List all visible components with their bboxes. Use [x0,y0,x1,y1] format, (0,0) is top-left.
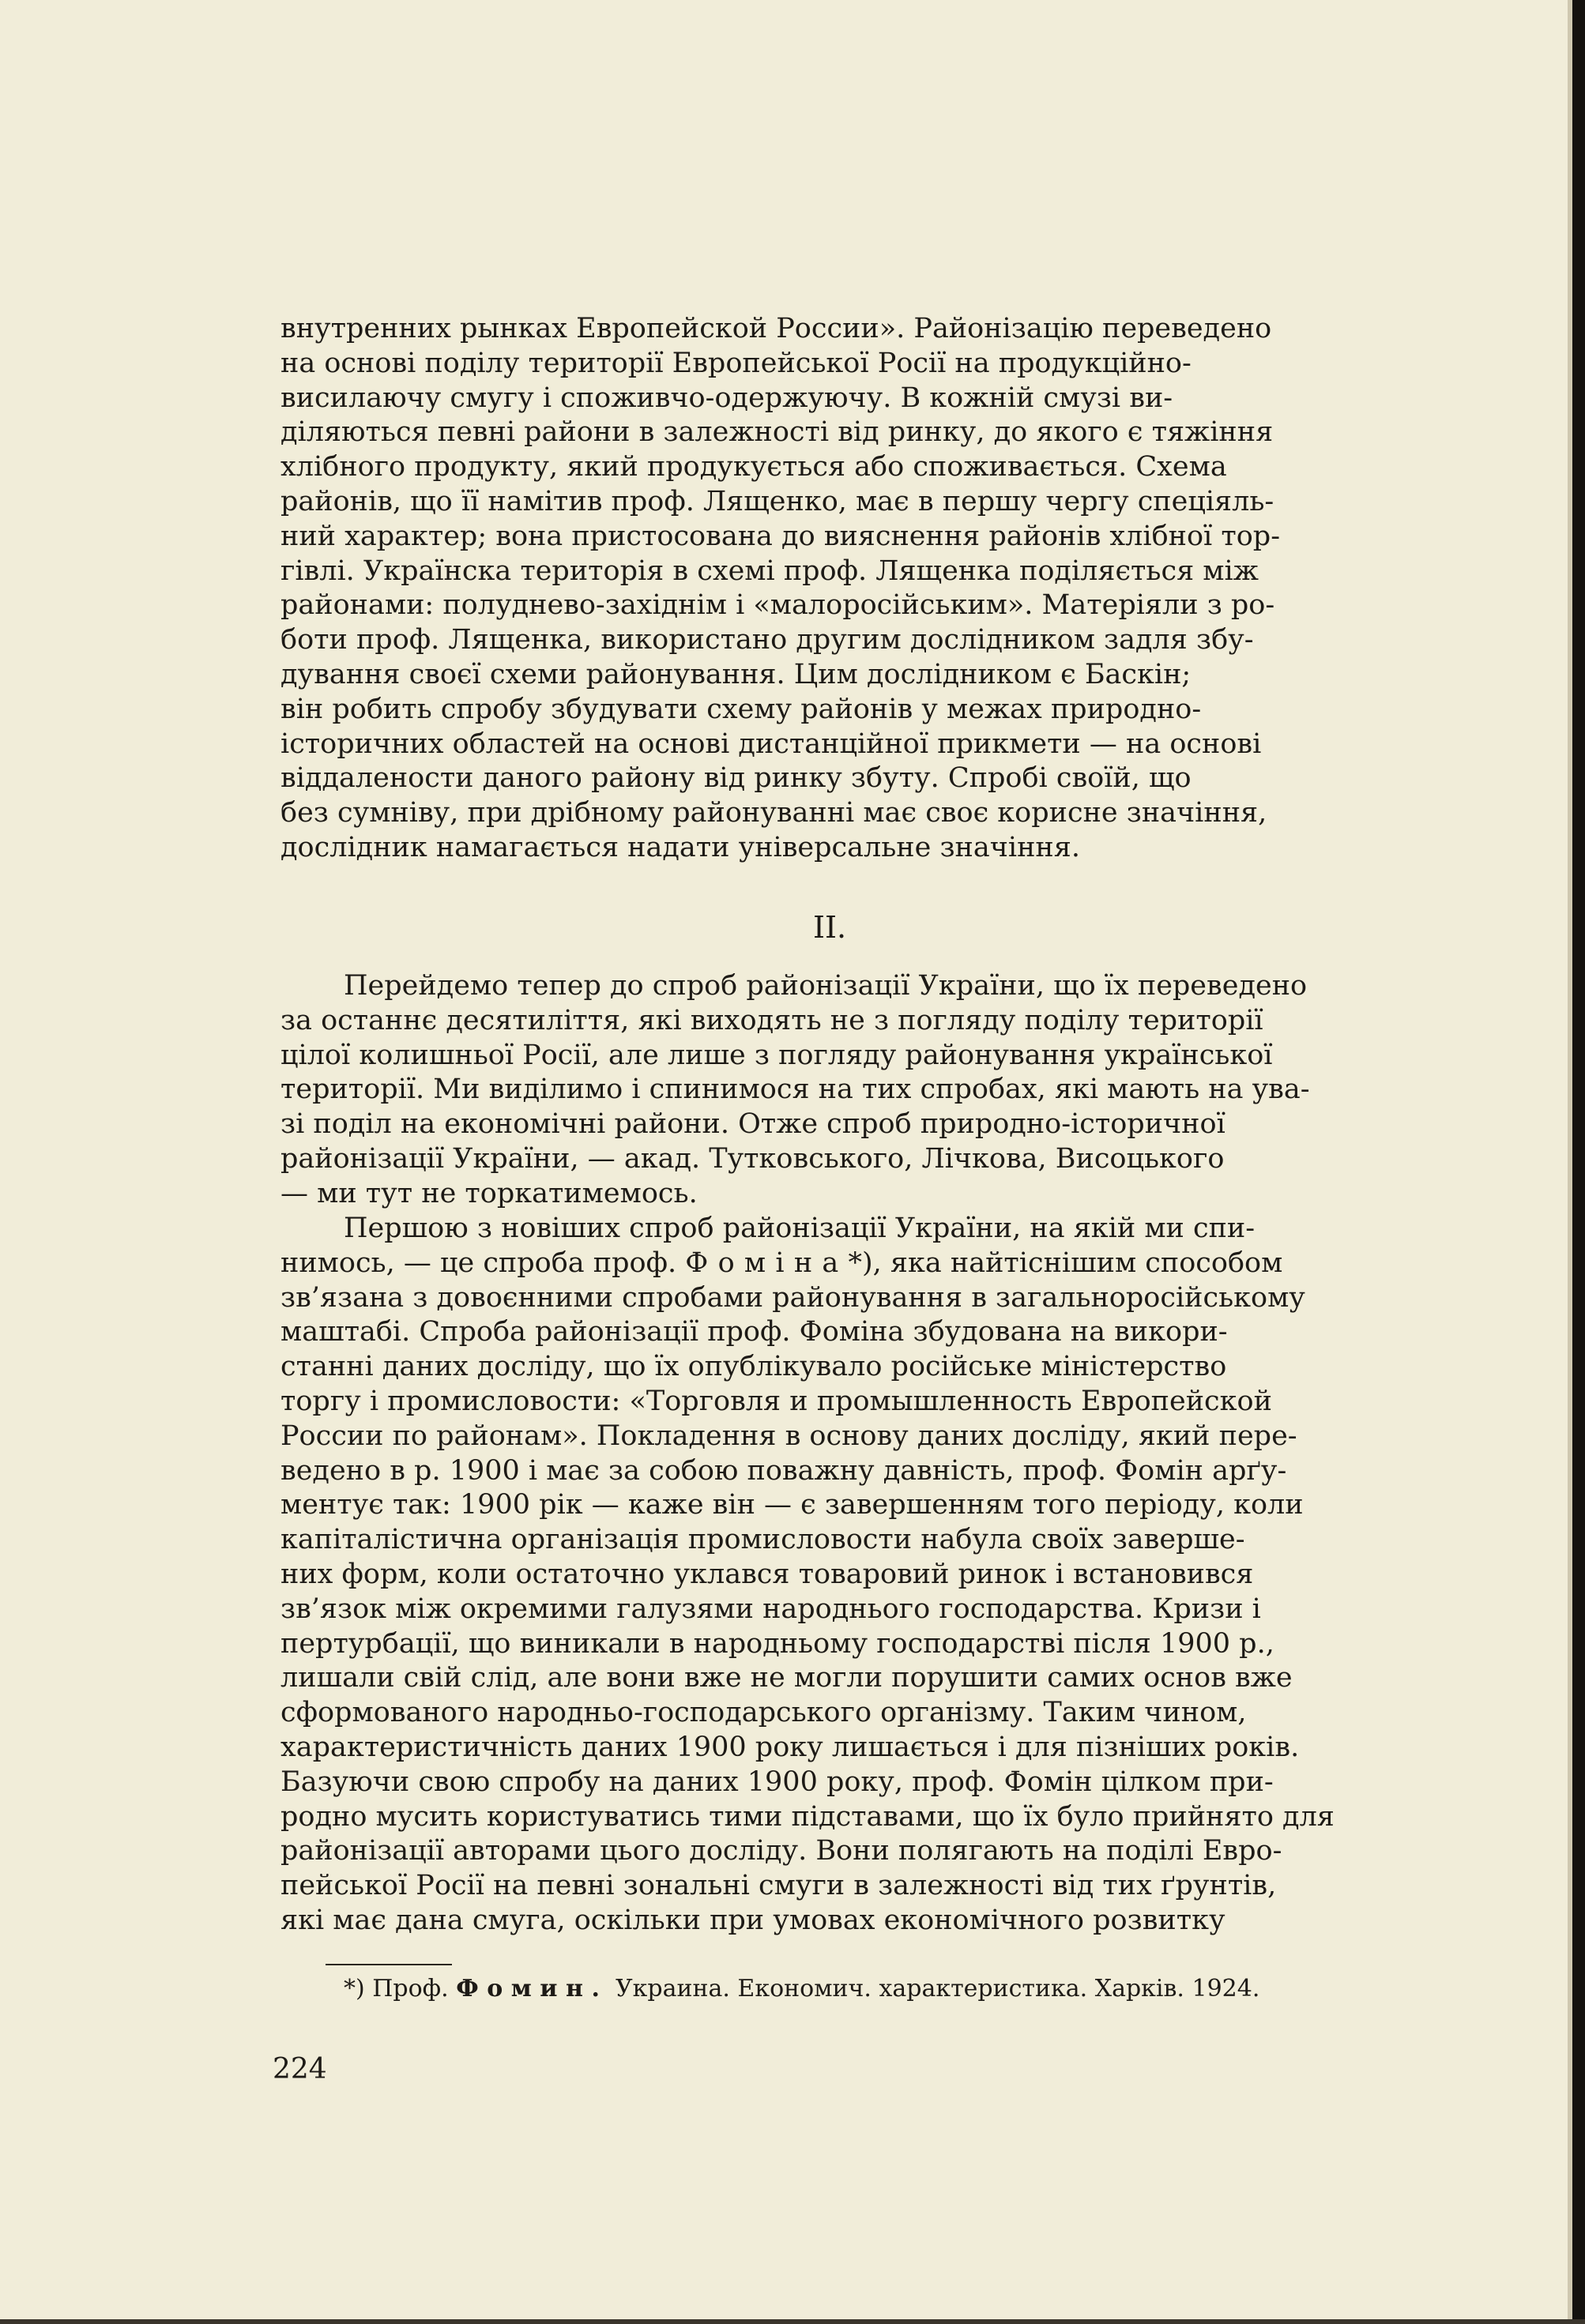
paragraph-3-line-1: Першою з новіших спроб районізації України, на якій ми спи- [344,1213,1256,1244]
page-edge-bottom [0,2319,1585,2324]
paragraph-3-line: маштабі. Спроба районізації проф. Фоміна збудована на викори- [280,1316,1228,1348]
footnote-rest: Украина. Економич. характеристика. Харків. 1924. [615,1975,1260,2002]
intro-lines [280,312,1379,866]
footnote-rule [326,1964,452,1965]
intro-line: боти проф. Лященка, використано другим дослідником задля збу- [280,624,1254,656]
paragraph-3-line: них форм, коли остаточно уклався товаровий ринок і встановився [280,1558,1254,1590]
intro-line: на основі поділу території Европейської Росії на продукційно- [280,347,1192,379]
intro-line: районами: полудневo-західнім і «малоросійським». Матеріяли з ро- [280,589,1275,622]
paragraph-2-line: Перейдемо тепер до спроб районізації України, що їх переведено [344,970,1308,1002]
intro-paragraph [280,312,1379,866]
paragraph-3 [280,1212,1379,1939]
intro-line: він робить спробу збудувати схему районів у межах природно- [280,693,1202,725]
intro-line: дослідник намагається надати універсальне значіння. [280,831,1080,863]
paragraph-2-line: зі поділ на економічні райони. Отже спроб природно-історичної [280,1108,1225,1141]
footnote [344,1973,1379,2005]
paragraph-3-line: станні даних досліду, що їх опублікувало російське міністерство [280,1351,1227,1383]
paragraph-3-line: родно мусить користуватись тими підставами, що їх було прийнято для [280,1800,1335,1833]
paragraph-3-line-2-after: *), яка найтіснішим способом [848,1247,1283,1279]
paragraph-3-line: ведено в р. 1900 і має за собою поважну давність, проф. Фомін арґу- [280,1454,1287,1487]
intro-line: внутренних рынках Европейской России». Районізацію переведено [280,313,1272,344]
paragraph-3-lines [280,1212,1379,1939]
intro-line: ний характер; вона пристосована до вияснення районів хлібної тор- [280,520,1281,552]
intro-line: віддалености даного району від ринку збуту. Спробі своїй, що [280,762,1192,795]
author-name-fomin: Фоміна [685,1247,849,1279]
paragraph-2 [280,969,1379,1212]
paragraph-3-line: России по районам». Покладення в основу даних досліду, який пере- [280,1420,1297,1452]
paragraph-3-line-2-before: нимось, — це спроба проф. [280,1247,677,1279]
intro-line: без сумніву, при дрібному районуванні має своє корисне значіння, [280,797,1267,829]
paragraph-3-line: районізації авторами цього досліду. Вони полягають на поділі Евро- [280,1835,1282,1867]
paragraph-3-line: сформованого народньо-господарського організму. Таким чином, [280,1697,1247,1729]
paragraph-3-line: які має дана смуга, оскільки при умовах економічного розвитку [280,1904,1225,1936]
paragraph-3-line: торгу і промисловости: «Торговля и промышленность Европейской [280,1385,1272,1417]
intro-line: районів, що її намітив проф. Лященко, має в першу чергу спеціяль- [280,485,1274,517]
intro-line: діляються певні райони в залежності від ринку, до якого є тяжіння [280,416,1274,449]
paragraph-2-line: цілої колишньої Росії, але лише з погляду районування української [280,1039,1273,1071]
intro-line: історичних областей на основі дистанційної прикмети — на основі [280,728,1262,760]
paragraph-3-line: пертурбації, що виникали в народньому господарстві після 1900 р., [280,1627,1274,1660]
intro-line: дування своєї схеми районування. Цим дослідником є Баскін; [280,658,1192,690]
paragraph-3-line: зв’язана з довоєнними спробами районування в загальноросійському [280,1281,1305,1314]
paragraph-3-line: Базуючи свою спробу на даних 1900 року, проф. Фомін цілком при- [280,1766,1274,1798]
section-heading: II. [812,910,847,945]
intro-line: висилаючу смугу і споживчо-одержуючу. В кожній смузі ви- [280,382,1173,414]
paragraph-2-lines [280,969,1379,1212]
paragraph-3-line: зв’язок між окремими галузями народнього господарства. Кризи і [280,1593,1261,1625]
paragraph-3-line: пейської Росії на певні зональні смуги в залежності від тих ґрунтів, [280,1870,1277,1902]
paragraph-3-line: характеристичність даних 1900 року лишається і для пізніших років. [280,1731,1300,1763]
paragraph-2-line: районізації України, — акад. Тутковського, Лічкова, Висоцького [280,1142,1225,1175]
paragraph-3-line: лишали свій слід, але вони вже не могли порушити самих основ вже [280,1662,1293,1694]
paragraph-3-line: ментує так: 1900 рік — каже він — є завершенням того періоду, коли [280,1489,1304,1521]
page-number: 224 [273,2053,327,2085]
paragraph-2-line: — ми тут не торкатимемось. [280,1177,698,1209]
page-edge-dark [1572,0,1585,2324]
paragraph-2-line: за останнє десятиліття, які виходять не з погляду поділу території [280,1004,1263,1036]
paragraph-3-rest [280,1282,1335,1936]
footnote-marker: *) Проф. [344,1975,449,2002]
intro-line: хлібного продукту, який продукується або споживається. Схема [280,451,1227,483]
footnote-author: Фомин. [456,1975,608,2002]
intro-line: гівлі. Українска територія в схемі проф. Лященка поділяється між [280,555,1259,587]
paragraph-2-line: території. Ми виділимо і спинимося на тих спробах, які мають на ува- [280,1074,1310,1106]
paragraph-3-line: капіталістична організація промисловости набула своїх заверше- [280,1524,1245,1556]
